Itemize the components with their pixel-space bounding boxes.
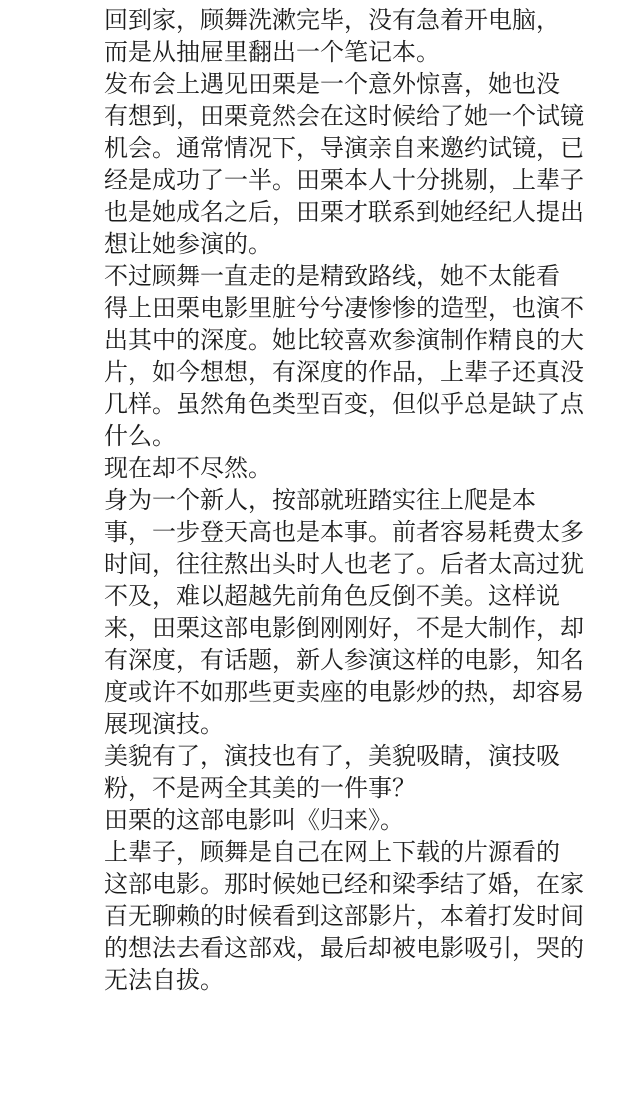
text-line: 事，一步登天高也是本事。前者容易耗费太多: [104, 518, 584, 546]
paragraph: [98, 804, 618, 836]
text-line: 展现演技。: [104, 710, 224, 738]
text-line: 田栗的这部电影叫《归来》。: [104, 806, 404, 834]
text-line: 现在却不尽然。: [104, 454, 272, 482]
text-line: 美貌有了，演技也有了，美貌吸睛，演技吸: [104, 742, 560, 770]
text-line: 百无聊赖的时候看到这部影片，本着打发时间: [104, 902, 584, 930]
text-line: 而是从抽屉里翻出一个笔记本。: [104, 38, 440, 66]
text-line: 发布会上遇见田栗是一个意外惊喜，她也没: [104, 70, 560, 98]
text-line: 片，如今想想，有深度的作品，上辈子还真没: [104, 358, 584, 386]
text-line: 来，田栗这部电影倒刚刚好，不是大制作，却: [104, 614, 584, 642]
text-line: 也是她成名之后，田栗才联系到她经纪人提出: [104, 198, 584, 226]
paragraph: [98, 68, 618, 260]
text-line: 回到家，顾舞洗漱完毕，没有急着开电脑，: [104, 6, 560, 34]
text-line: 粉，不是两全其美的一件事？: [104, 774, 416, 802]
text-line: 机会。通常情况下，导演亲自来邀约试镜，已: [104, 134, 584, 162]
text-line: 的想法去看这部戏，最后却被电影吸引，哭的: [104, 934, 584, 962]
text-line: 出其中的深度。她比较喜欢参演制作精良的大: [104, 326, 584, 354]
text-line: 什么。: [104, 422, 176, 450]
text-line: 经是成功了一半。田栗本人十分挑剔，上辈子: [104, 166, 584, 194]
text-line: 无法自拔。: [104, 966, 224, 994]
paragraph: [98, 484, 618, 740]
text-line: 不及，难以超越先前角色反倒不美。这样说: [104, 582, 560, 610]
text-line: 不过顾舞一直走的是精致路线，她不太能看: [104, 262, 560, 290]
text-line: 得上田栗电影里脏兮兮凄惨惨的造型，也演不: [104, 294, 584, 322]
text-line: 这部电影。那时候她已经和梁季结了婚，在家: [104, 870, 584, 898]
text-line: 上辈子，顾舞是自己在网上下载的片源看的: [104, 838, 560, 866]
text-line: 有深度，有话题，新人参演这样的电影，知名: [104, 646, 584, 674]
text-line: 身为一个新人，按部就班踏实往上爬是本: [104, 486, 536, 514]
text-line: 时间，往往熬出头时人也老了。后者太高过犹: [104, 550, 584, 578]
text-line: 有想到，田栗竟然会在这时候给了她一个试镜: [104, 102, 584, 130]
paragraph: [98, 4, 618, 68]
text-line: 几样。虽然角色类型百变，但似乎总是缺了点: [104, 390, 584, 418]
article-body: [98, 4, 618, 996]
paragraph: [98, 740, 618, 804]
paragraph: [98, 836, 618, 996]
paragraph: [98, 452, 618, 484]
text-line: 度或许不如那些更卖座的电影炒的热，却容易: [104, 678, 584, 706]
text-line: 想让她参演的。: [104, 230, 272, 258]
paragraph: [98, 260, 618, 452]
